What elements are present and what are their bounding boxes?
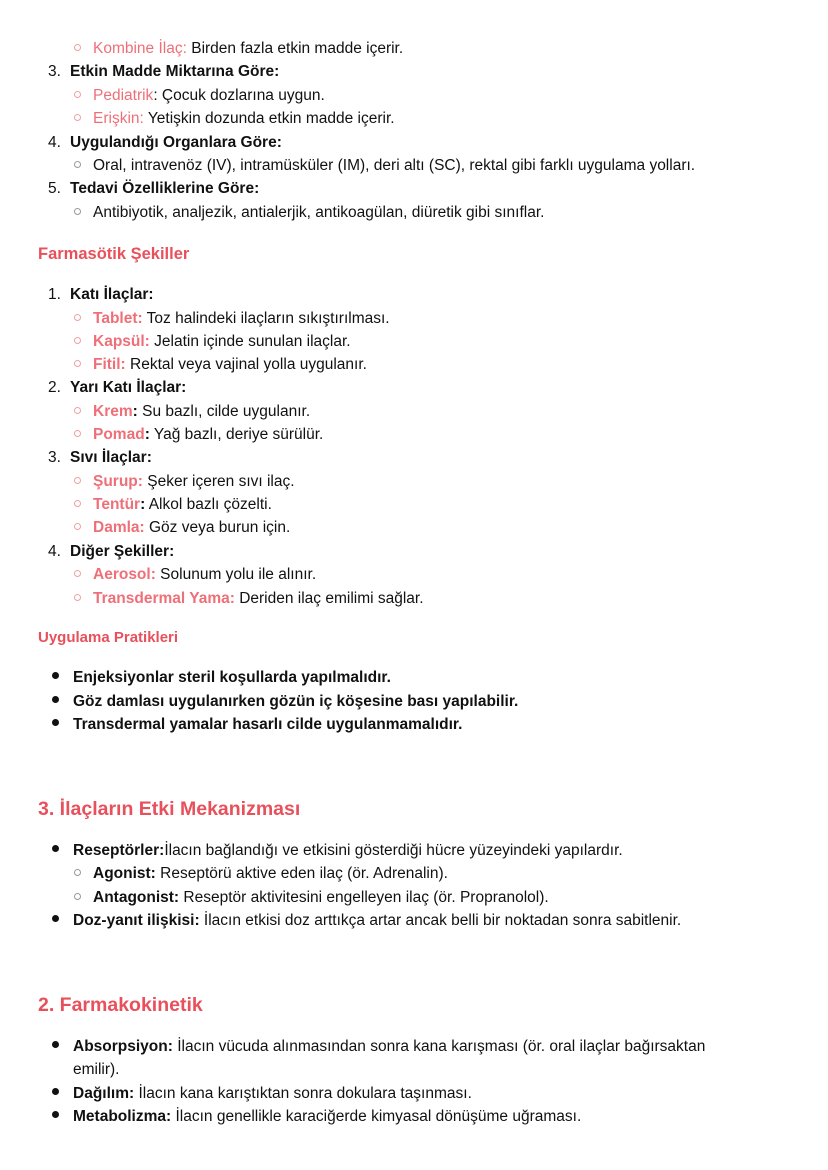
list-item xyxy=(74,108,395,130)
list-item xyxy=(74,517,290,539)
term: Damla: xyxy=(93,519,145,536)
bullet-icon xyxy=(52,845,59,852)
list-item xyxy=(74,354,367,376)
section-heading: Uygulama Pratikleri xyxy=(38,629,179,646)
numbered-heading xyxy=(48,178,259,200)
term: Fitil: xyxy=(93,356,126,373)
hollow-bullet-icon xyxy=(74,594,81,601)
list-number: 1. xyxy=(48,286,61,303)
term: Absorpsiyon: xyxy=(73,1038,173,1055)
group-title: Sıvı İlaçlar: xyxy=(70,449,152,466)
hollow-bullet-icon xyxy=(74,523,81,530)
bullet-icon xyxy=(52,1111,59,1118)
hollow-bullet-icon xyxy=(74,893,81,900)
description: Antibiyotik, analjezik, antialerjik, antikoagülan, diüretik gibi sınıflar. xyxy=(93,204,545,221)
list-item xyxy=(74,424,323,446)
list-item xyxy=(74,471,295,493)
list-item xyxy=(52,691,518,713)
term: Erişkin: xyxy=(93,110,144,127)
term: Dağılım: xyxy=(73,1085,135,1102)
list-item-continuation: emilir). xyxy=(73,1061,120,1078)
group-title: Diğer Şekiller: xyxy=(70,543,175,560)
numbered-heading xyxy=(48,61,279,83)
hollow-bullet-icon xyxy=(74,337,81,344)
numbered-heading xyxy=(48,377,186,399)
group-title: Yarı Katı İlaçlar: xyxy=(70,379,187,396)
term: Krem xyxy=(93,403,133,420)
list-item xyxy=(52,910,681,932)
term: Kapsül: xyxy=(93,333,150,350)
group-title: Uygulandığı Organlara Göre: xyxy=(70,134,282,151)
bullet-icon xyxy=(52,915,59,922)
description: Yağ bazlı, deriye sürülür. xyxy=(149,426,324,443)
hollow-bullet-icon xyxy=(74,360,81,367)
term: Pomad xyxy=(93,426,145,443)
term: Kombine İlaç: xyxy=(93,40,187,57)
list-item xyxy=(74,863,448,885)
item-text: Göz damlası uygulanırken gözün iç köşesine bası yapılabilir. xyxy=(73,693,519,710)
term: Agonist: xyxy=(93,865,156,882)
term: Doz-yanıt ilişkisi: xyxy=(73,912,200,929)
list-number: 3. xyxy=(48,449,61,466)
description: İlacın vücuda alınmasından sonra kana karışması (ör. oral ilaçlar bağırsaktan xyxy=(172,1038,706,1055)
numbered-heading xyxy=(48,541,174,563)
hollow-bullet-icon xyxy=(74,407,81,414)
description: Toz halindeki ilaçların sıkıştırılması. xyxy=(142,310,390,327)
bullet-icon xyxy=(52,696,59,703)
hollow-bullet-icon xyxy=(74,208,81,215)
list-item xyxy=(74,308,390,330)
hollow-bullet-icon xyxy=(74,161,81,168)
section-heading: 3. İlaçların Etki Mekanizması xyxy=(38,798,301,820)
description: Birden fazla etkin madde içerir. xyxy=(186,40,404,57)
item-text: Enjeksiyonlar steril koşullarda yapılmalıdır. xyxy=(73,669,391,686)
section-heading: 2. Farmakokinetik xyxy=(38,994,203,1016)
list-item xyxy=(74,155,695,177)
list-item xyxy=(52,840,623,862)
description: İlacın etkisi doz arttıkça artar ancak belli bir noktadan sonra sabitlenir. xyxy=(199,912,682,929)
list-number: 4. xyxy=(48,543,61,560)
description: Şeker içeren sıvı ilaç. xyxy=(142,473,295,490)
numbered-heading xyxy=(48,284,154,306)
term: Transdermal Yama: xyxy=(93,590,235,607)
bullet-icon xyxy=(52,672,59,679)
description: Yetişkin dozunda etkin madde içerir. xyxy=(143,110,395,127)
list-item xyxy=(74,38,403,60)
list-number: 2. xyxy=(48,379,61,396)
list-item xyxy=(52,1106,581,1128)
hollow-bullet-icon xyxy=(74,430,81,437)
numbered-heading xyxy=(48,447,152,469)
list-item xyxy=(74,494,272,516)
list-item xyxy=(74,331,351,353)
term-colon: : xyxy=(140,496,146,513)
description: Göz veya burun için. xyxy=(144,519,291,536)
term: Tablet: xyxy=(93,310,143,327)
list-number: 5. xyxy=(48,180,61,197)
list-item xyxy=(52,1083,472,1105)
description: : Çocuk dozlarına uygun. xyxy=(153,87,325,104)
term: Aerosol: xyxy=(93,566,156,583)
item-text: Transdermal yamalar hasarlı cilde uygulanmamalıdır. xyxy=(73,716,463,733)
hollow-bullet-icon xyxy=(74,91,81,98)
section-heading: Farmasötik Şekiller xyxy=(38,245,190,263)
hollow-bullet-icon xyxy=(74,500,81,507)
description: Deriden ilaç emilimi sağlar. xyxy=(234,590,424,607)
term: Şurup: xyxy=(93,473,143,490)
bullet-icon xyxy=(52,1041,59,1048)
list-item xyxy=(52,667,391,689)
term: Pediatrik xyxy=(93,87,154,104)
list-number: 4. xyxy=(48,134,61,151)
numbered-heading xyxy=(48,132,282,154)
description: Alkol bazlı çözelti. xyxy=(145,496,272,513)
description: İlacın genellikle karaciğerde kimyasal dönüşüme uğraması. xyxy=(171,1108,582,1125)
bullet-icon xyxy=(52,719,59,726)
description: Solunum yolu ile alınır. xyxy=(155,566,317,583)
hollow-bullet-icon xyxy=(74,314,81,321)
list-item xyxy=(74,564,316,586)
description: Reseptör aktivitesini engelleyen ilaç (ör. Propranolol). xyxy=(179,889,549,906)
list-item xyxy=(74,401,310,423)
hollow-bullet-icon xyxy=(74,114,81,121)
term: Metabolizma: xyxy=(73,1108,172,1125)
hollow-bullet-icon xyxy=(74,44,81,51)
list-item xyxy=(74,202,544,224)
term: Reseptörler: xyxy=(73,842,165,859)
term-colon: : xyxy=(144,426,150,443)
term: Antagonist: xyxy=(93,889,180,906)
list-number: 3. xyxy=(48,63,61,80)
hollow-bullet-icon xyxy=(74,570,81,577)
group-title: Tedavi Özelliklerine Göre: xyxy=(70,180,260,197)
description: İlacın bağlandığı ve etkisini gösterdiği hücre yüzeyindeki yapılardır. xyxy=(164,842,623,859)
list-item xyxy=(74,887,549,909)
description: Jelatin içinde sunulan ilaçlar. xyxy=(149,333,351,350)
list-item xyxy=(52,1036,705,1058)
hollow-bullet-icon xyxy=(74,477,81,484)
list-item xyxy=(74,588,424,610)
description: Reseptörü aktive eden ilaç (ör. Adrenalin). xyxy=(155,865,448,882)
list-item xyxy=(52,714,462,736)
term: Tentür xyxy=(93,496,141,513)
group-title: Etkin Madde Miktarına Göre: xyxy=(70,63,280,80)
description: Su bazlı, cilde uygulanır. xyxy=(137,403,311,420)
group-title: Katı İlaçlar: xyxy=(70,286,154,303)
description: İlacın kana karıştıktan sonra dokulara taşınması. xyxy=(134,1085,472,1102)
hollow-bullet-icon xyxy=(74,869,81,876)
description: Oral, intravenöz (IV), intramüsküler (IM), deri altı (SC), rektal gibi farklı uygulama yolları. xyxy=(93,157,696,174)
term-colon: : xyxy=(132,403,138,420)
description: Rektal veya vajinal yolla uygulanır. xyxy=(125,356,367,373)
bullet-icon xyxy=(52,1088,59,1095)
list-item xyxy=(74,85,325,107)
